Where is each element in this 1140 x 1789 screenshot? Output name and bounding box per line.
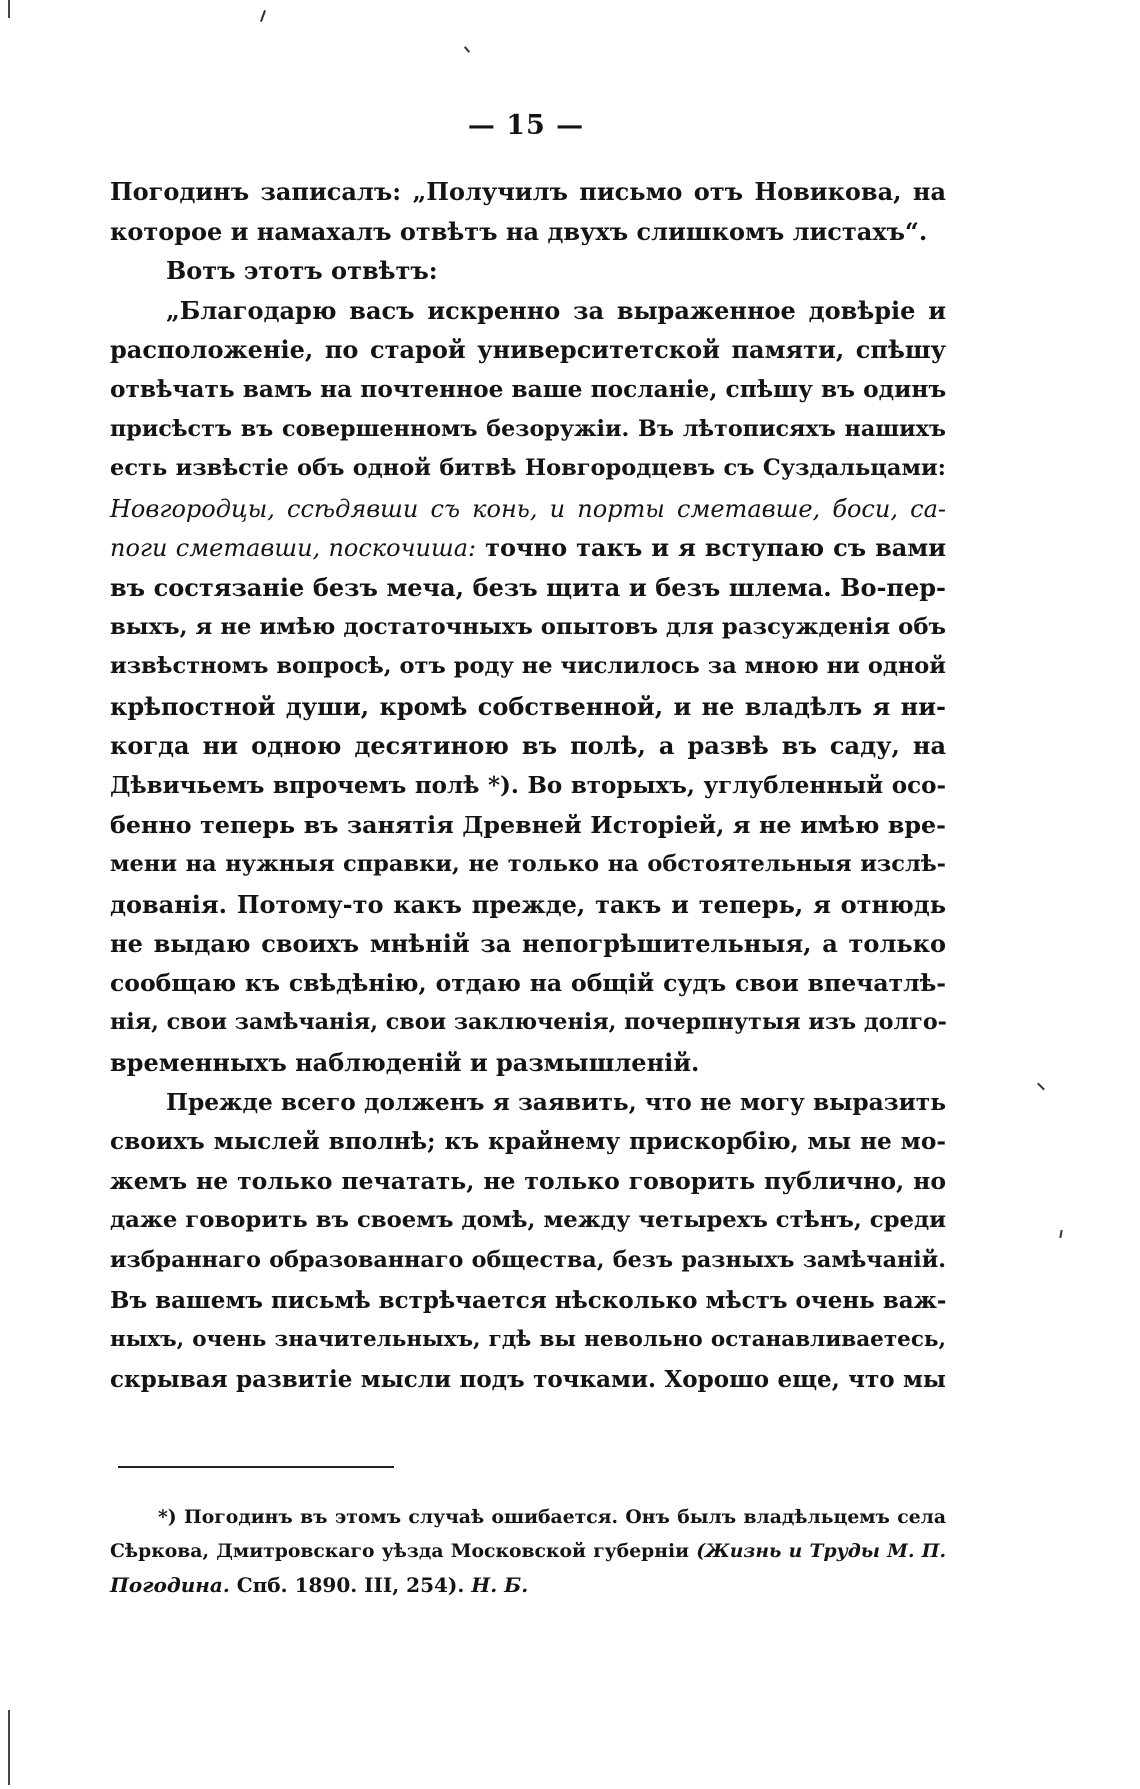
footnote-fragment: Спб. 1890. III, 254). bbox=[229, 1573, 472, 1597]
text-line: не выдаю своихъ мнѣній за непогрѣшительныя, а только bbox=[110, 929, 946, 959]
text-line: дованія. Потому-то какъ прежде, такъ и теперь, я отнюдь bbox=[110, 889, 946, 919]
text-line: когда ни одною десятиною въ полѣ, а развѣ въ саду, на bbox=[110, 731, 946, 761]
text-line: скрывая развитіе мысли подъ точками. Хорошо еще, что мы bbox=[110, 1365, 946, 1393]
text-line: есть извѣстіе объ одной битвѣ Новгородцевъ съ Суздальцами: bbox=[110, 455, 946, 482]
main-text bbox=[110, 172, 946, 1399]
text-line: Въ вашемъ письмѣ встрѣчается нѣсколько мѣстъ очень важ- bbox=[110, 1286, 947, 1314]
footnote-divider bbox=[118, 1466, 394, 1468]
italic-quote: Новгородцы, ссѣдявши съ конь, и порты сметавше, боси, са- bbox=[110, 494, 946, 523]
text-line: мени на нужныя справки, не только на обстоятельныя изслѣ- bbox=[110, 851, 946, 878]
text-line bbox=[110, 528, 946, 568]
text-line: Вотъ этотъ отвѣтъ: bbox=[166, 256, 438, 286]
footnote-italic: Н. Б. bbox=[471, 1573, 529, 1597]
text-line: Погодинъ записалъ: „Получилъ письмо отъ Новикова, на bbox=[110, 177, 946, 206]
footnote bbox=[110, 1500, 946, 1602]
italic-quote: поги сметавши, поскочиша: bbox=[110, 534, 477, 563]
text-line: крѣпостной души, кромѣ собственной, и не владѣлъ я ни- bbox=[110, 691, 946, 721]
text-fragment: точно такъ и я вступаю съ вами bbox=[476, 533, 946, 563]
page-number: — 15 — bbox=[467, 110, 585, 141]
scan-speck bbox=[464, 46, 470, 53]
text-line: въ состязаніе безъ меча, безъ щита и безъ шлема. Во-пер- bbox=[110, 572, 946, 602]
text-line: Прежде всего долженъ я заявить, что не могу выразить bbox=[166, 1088, 946, 1116]
text-line: извѣстномъ вопросѣ, отъ роду не числилось за мною ни одной bbox=[110, 653, 946, 680]
text-line: расположеніе, по старой университетской памяти, спѣшу bbox=[110, 335, 946, 365]
text-line: Дѣвичьемъ впрочемъ полѣ *). Во вторыхъ, углубленный осо- bbox=[110, 771, 946, 799]
scan-edge bbox=[8, 0, 10, 18]
text-line: нія, свои замѣчанія, свои заключенія, почерпнутыя изъ долго- bbox=[110, 1009, 947, 1036]
text-line: которое и намахалъ отвѣтъ на двухъ слишкомъ листахъ“. bbox=[110, 216, 928, 246]
text-line: своихъ мыслей вполнѣ; къ крайнему прискорбію, мы не мо- bbox=[110, 1128, 946, 1156]
text-line-italic bbox=[110, 489, 946, 529]
footnote-line: *) Погодинъ въ этомъ случаѣ ошибается. Онъ былъ владѣльцемъ села bbox=[158, 1506, 946, 1528]
text-line: выхъ, я не имѣю достаточныхъ опытовъ для разсужденія объ bbox=[110, 613, 946, 640]
scan-edge bbox=[8, 1710, 10, 1785]
text-line: присѣстъ въ совершенномъ безоружіи. Въ лѣтописяхъ нашихъ bbox=[110, 415, 946, 442]
text-line: жемъ не только печатать, не только говорить публично, но bbox=[110, 1166, 946, 1195]
scan-speck bbox=[1037, 1083, 1045, 1091]
text-line: даже говорить въ своемъ домѣ, между четырехъ стѣнъ, среди bbox=[110, 1207, 946, 1234]
scan-speck bbox=[1059, 1230, 1062, 1238]
text-line: бенно теперь въ занятія Древней Исторіей, я не имѣю вре- bbox=[110, 810, 946, 839]
footnote-italic: (Жизнь и Труды М. П. bbox=[696, 1540, 946, 1562]
text-line: временныхъ наблюденій и размышленій. bbox=[110, 1048, 700, 1078]
scan-speck bbox=[260, 10, 266, 22]
text-line: отвѣчать вамъ на почтенное ваше посланіе, спѣшу въ одинъ bbox=[110, 375, 947, 403]
footnote-line bbox=[110, 1534, 946, 1568]
text-line: „Благодарю васъ искренно за выраженное довѣріе и bbox=[166, 295, 946, 325]
footnote-line bbox=[110, 1568, 946, 1602]
text-line: сообщаю къ свѣдѣнію, отдаю на общій судъ свои впечатлѣ- bbox=[110, 968, 946, 997]
text-line: избраннаго образованнаго общества, безъ разныхъ замѣчаній. bbox=[110, 1247, 946, 1274]
footnote-fragment: Сѣркова, Дмитровскаго уѣзда Московской губерніи bbox=[110, 1540, 697, 1562]
text-line: ныхъ, очень значительныхъ, гдѣ вы невольно останавливаетесь, bbox=[110, 1327, 946, 1353]
footnote-italic: Погодина. bbox=[110, 1573, 230, 1597]
